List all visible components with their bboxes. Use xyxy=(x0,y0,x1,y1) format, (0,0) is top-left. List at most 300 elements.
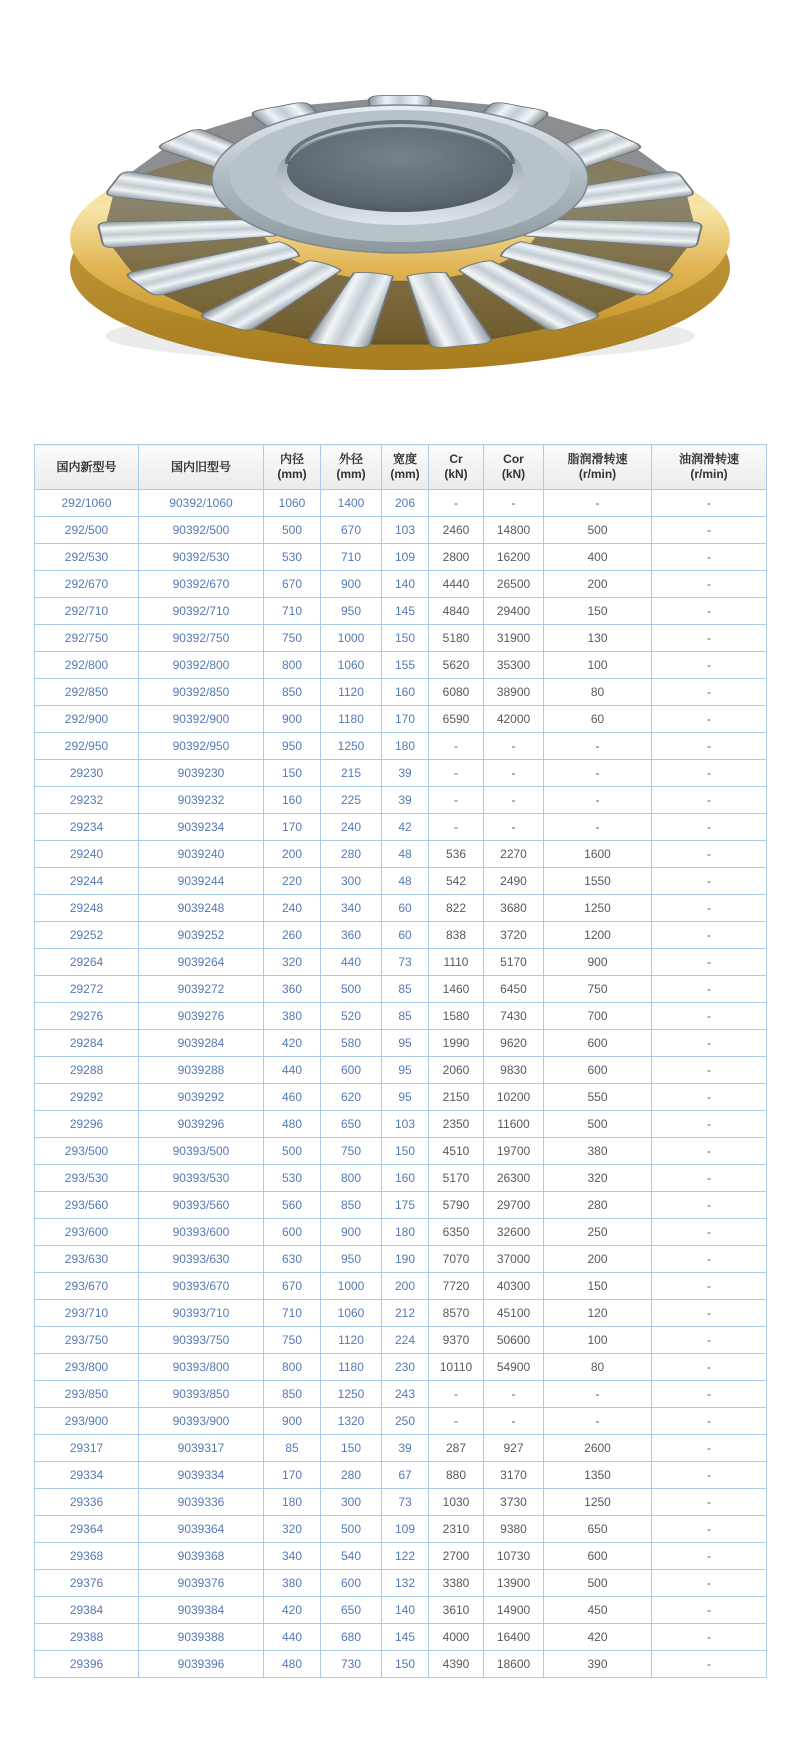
col-header-unit: (mm) xyxy=(336,467,366,481)
table-cell: 1250 xyxy=(321,733,382,760)
table-cell: - xyxy=(429,787,484,814)
table-row xyxy=(35,706,767,733)
table-cell: 542 xyxy=(429,868,484,895)
table-cell: 1600 xyxy=(544,841,652,868)
table-cell: 292/500 xyxy=(35,517,139,544)
table-cell: - xyxy=(652,1624,767,1651)
table-cell: 2150 xyxy=(429,1084,484,1111)
table-cell: 39 xyxy=(382,760,429,787)
table-cell: 800 xyxy=(321,1165,382,1192)
table-cell: 838 xyxy=(429,922,484,949)
table-cell: 480 xyxy=(264,1111,321,1138)
table-cell: 292/1060 xyxy=(35,490,139,517)
table-cell: 6350 xyxy=(429,1219,484,1246)
table-cell: 39 xyxy=(382,1435,429,1462)
table-cell: 670 xyxy=(264,1273,321,1300)
table-cell: 620 xyxy=(321,1084,382,1111)
table-cell: 292/530 xyxy=(35,544,139,571)
col-header-new-model xyxy=(35,445,139,490)
table-cell: 9039244 xyxy=(139,868,264,895)
table-cell: 29384 xyxy=(35,1597,139,1624)
table-cell: 212 xyxy=(382,1300,429,1327)
table-cell: 380 xyxy=(264,1003,321,1030)
table-cell: - xyxy=(652,598,767,625)
table-cell: 292/950 xyxy=(35,733,139,760)
table-cell: 60 xyxy=(382,922,429,949)
table-cell: 9039284 xyxy=(139,1030,264,1057)
table-cell: 2350 xyxy=(429,1111,484,1138)
table-cell: 550 xyxy=(544,1084,652,1111)
table-cell: - xyxy=(652,1219,767,1246)
table-cell: 280 xyxy=(544,1192,652,1219)
table-cell: - xyxy=(652,1462,767,1489)
table-cell: 95 xyxy=(382,1084,429,1111)
table-cell: 45100 xyxy=(484,1300,544,1327)
table-row xyxy=(35,1219,767,1246)
table-cell: 500 xyxy=(264,1138,321,1165)
table-cell: 670 xyxy=(264,571,321,598)
table-cell: 18600 xyxy=(484,1651,544,1678)
table-row xyxy=(35,1192,767,1219)
table-cell: 9039396 xyxy=(139,1651,264,1678)
table-cell: 9039234 xyxy=(139,814,264,841)
table-cell: - xyxy=(484,1408,544,1435)
table-cell: 120 xyxy=(544,1300,652,1327)
table-row xyxy=(35,1273,767,1300)
table-row xyxy=(35,1354,767,1381)
table-cell: - xyxy=(484,733,544,760)
table-cell: 50600 xyxy=(484,1327,544,1354)
table-cell: 710 xyxy=(264,598,321,625)
table-cell: 90392/900 xyxy=(139,706,264,733)
table-cell: 7070 xyxy=(429,1246,484,1273)
table-cell: - xyxy=(652,1057,767,1084)
table-cell: 38900 xyxy=(484,679,544,706)
table-cell: 42000 xyxy=(484,706,544,733)
table-cell: 1580 xyxy=(429,1003,484,1030)
table-cell: - xyxy=(652,1327,767,1354)
table-cell: 13900 xyxy=(484,1570,544,1597)
bearing-product-image xyxy=(55,26,745,378)
table-cell: - xyxy=(429,1408,484,1435)
table-row xyxy=(35,787,767,814)
table-cell: 9039376 xyxy=(139,1570,264,1597)
table-cell: 1120 xyxy=(321,1327,382,1354)
table-cell: 400 xyxy=(544,544,652,571)
table-cell: 293/800 xyxy=(35,1354,139,1381)
table-cell: - xyxy=(484,760,544,787)
table-cell: 16400 xyxy=(484,1624,544,1651)
table-cell: - xyxy=(652,652,767,679)
table-cell: - xyxy=(652,1192,767,1219)
table-cell: 293/670 xyxy=(35,1273,139,1300)
table-cell: 4440 xyxy=(429,571,484,598)
table-cell: 4840 xyxy=(429,598,484,625)
table-cell: 60 xyxy=(544,706,652,733)
table-cell: 109 xyxy=(382,1516,429,1543)
col-header-unit: (mm) xyxy=(390,467,420,481)
table-cell: 600 xyxy=(264,1219,321,1246)
table-cell: 95 xyxy=(382,1057,429,1084)
table-cell: - xyxy=(652,1408,767,1435)
table-cell: 320 xyxy=(264,1516,321,1543)
table-cell: 7430 xyxy=(484,1003,544,1030)
table-cell: 26500 xyxy=(484,571,544,598)
table-cell: - xyxy=(652,1003,767,1030)
table-row xyxy=(35,1300,767,1327)
table-row xyxy=(35,895,767,922)
col-header-unit: (r/min) xyxy=(690,467,728,481)
col-header-label: 脂润滑转速 xyxy=(567,452,628,466)
table-cell: - xyxy=(544,760,652,787)
table-cell: 90392/850 xyxy=(139,679,264,706)
table-cell: 145 xyxy=(382,1624,429,1651)
table-cell: 29244 xyxy=(35,868,139,895)
table-row xyxy=(35,625,767,652)
table-cell: - xyxy=(652,868,767,895)
table-cell: 2800 xyxy=(429,544,484,571)
table-cell: 29334 xyxy=(35,1462,139,1489)
table-cell: 9039276 xyxy=(139,1003,264,1030)
table-cell: 145 xyxy=(382,598,429,625)
table-cell: 287 xyxy=(429,1435,484,1462)
table-cell: - xyxy=(652,679,767,706)
table-cell: 7720 xyxy=(429,1273,484,1300)
table-row xyxy=(35,814,767,841)
table-cell: 1250 xyxy=(544,895,652,922)
table-cell: 37000 xyxy=(484,1246,544,1273)
table-row xyxy=(35,1543,767,1570)
table-cell: - xyxy=(652,1570,767,1597)
table-cell: 90393/560 xyxy=(139,1192,264,1219)
table-header-row xyxy=(35,445,767,490)
table-cell: 360 xyxy=(264,976,321,1003)
table-cell: 130 xyxy=(544,625,652,652)
table-cell: 40300 xyxy=(484,1273,544,1300)
col-header-label: 外径 xyxy=(338,452,363,466)
table-cell: 31900 xyxy=(484,625,544,652)
table-cell: 680 xyxy=(321,1624,382,1651)
table-cell: 10110 xyxy=(429,1354,484,1381)
col-header-label: 国内新型号 xyxy=(56,459,117,474)
table-cell: 292/900 xyxy=(35,706,139,733)
table-cell: 5170 xyxy=(429,1165,484,1192)
table-cell: 132 xyxy=(382,1570,429,1597)
table-cell: 150 xyxy=(382,1138,429,1165)
table-cell: 292/670 xyxy=(35,571,139,598)
table-cell: 90392/800 xyxy=(139,652,264,679)
table-cell: 450 xyxy=(544,1597,652,1624)
table-row xyxy=(35,1057,767,1084)
table-cell: 90392/670 xyxy=(139,571,264,598)
table-cell: 520 xyxy=(321,1003,382,1030)
table-cell: 200 xyxy=(544,571,652,598)
table-cell: 14800 xyxy=(484,517,544,544)
table-row xyxy=(35,1651,767,1678)
table-cell: - xyxy=(429,1381,484,1408)
table-cell: 9830 xyxy=(484,1057,544,1084)
table-cell: 500 xyxy=(544,517,652,544)
table-cell: 2270 xyxy=(484,841,544,868)
table-cell: 9039292 xyxy=(139,1084,264,1111)
table-cell: 280 xyxy=(321,841,382,868)
table-cell: 29230 xyxy=(35,760,139,787)
table-cell: 440 xyxy=(264,1057,321,1084)
table-cell: 822 xyxy=(429,895,484,922)
table-cell: 1120 xyxy=(321,679,382,706)
table-cell: - xyxy=(484,490,544,517)
table-row xyxy=(35,1435,767,1462)
table-cell: 100 xyxy=(544,652,652,679)
table-cell: 710 xyxy=(264,1300,321,1327)
table-cell: - xyxy=(652,922,767,949)
table-cell: - xyxy=(652,625,767,652)
table-cell: 900 xyxy=(321,571,382,598)
table-cell: 292/850 xyxy=(35,679,139,706)
table-cell: 9039264 xyxy=(139,949,264,976)
table-cell: 80 xyxy=(544,1354,652,1381)
table-cell: 73 xyxy=(382,1489,429,1516)
table-cell: 850 xyxy=(264,679,321,706)
table-cell: 6450 xyxy=(484,976,544,1003)
table-cell: 880 xyxy=(429,1462,484,1489)
table-cell: 90393/900 xyxy=(139,1408,264,1435)
table-cell: 90392/950 xyxy=(139,733,264,760)
table-cell: 250 xyxy=(382,1408,429,1435)
col-header-cr xyxy=(429,445,484,490)
table-cell: 3610 xyxy=(429,1597,484,1624)
table-row xyxy=(35,1489,767,1516)
col-header-inner-diameter xyxy=(264,445,321,490)
table-cell: 2460 xyxy=(429,517,484,544)
table-cell: 950 xyxy=(321,598,382,625)
table-cell: 293/560 xyxy=(35,1192,139,1219)
table-cell: 29248 xyxy=(35,895,139,922)
table-cell: 224 xyxy=(382,1327,429,1354)
table-cell: 140 xyxy=(382,571,429,598)
table-cell: 9620 xyxy=(484,1030,544,1057)
table-cell: - xyxy=(484,1381,544,1408)
col-header-width xyxy=(382,445,429,490)
table-cell: 48 xyxy=(382,841,429,868)
table-cell: 90393/800 xyxy=(139,1354,264,1381)
table-cell: 600 xyxy=(544,1057,652,1084)
table-cell: 29396 xyxy=(35,1651,139,1678)
table-cell: 950 xyxy=(264,733,321,760)
table-cell: 90393/530 xyxy=(139,1165,264,1192)
table-cell: 850 xyxy=(321,1192,382,1219)
table-cell: - xyxy=(652,949,767,976)
table-cell: 150 xyxy=(382,625,429,652)
table-cell: 29234 xyxy=(35,814,139,841)
table-cell: 170 xyxy=(264,1462,321,1489)
table-cell: 500 xyxy=(544,1111,652,1138)
table-cell: 710 xyxy=(321,544,382,571)
table-cell: 29284 xyxy=(35,1030,139,1057)
table-cell: 6080 xyxy=(429,679,484,706)
table-cell: 536 xyxy=(429,841,484,868)
table-cell: 3380 xyxy=(429,1570,484,1597)
table-cell: 1250 xyxy=(321,1381,382,1408)
table-cell: 250 xyxy=(544,1219,652,1246)
table-cell: 140 xyxy=(382,1597,429,1624)
table-cell: 9039388 xyxy=(139,1624,264,1651)
col-header-label: 内径 xyxy=(279,452,304,466)
table-cell: 150 xyxy=(544,598,652,625)
table-row xyxy=(35,1597,767,1624)
table-cell: 1460 xyxy=(429,976,484,1003)
table-row xyxy=(35,949,767,976)
table-cell: 150 xyxy=(321,1435,382,1462)
col-header-grease-speed xyxy=(544,445,652,490)
table-cell: 150 xyxy=(544,1273,652,1300)
table-cell: 9039288 xyxy=(139,1057,264,1084)
table-cell: 600 xyxy=(321,1057,382,1084)
table-cell: 750 xyxy=(264,625,321,652)
table-cell: 230 xyxy=(382,1354,429,1381)
table-cell: 9039336 xyxy=(139,1489,264,1516)
table-cell: 3170 xyxy=(484,1462,544,1489)
table-cell: 340 xyxy=(321,895,382,922)
table-cell: - xyxy=(652,706,767,733)
table-row xyxy=(35,1327,767,1354)
table-cell: 90393/600 xyxy=(139,1219,264,1246)
table-cell: 1180 xyxy=(321,706,382,733)
table-cell: - xyxy=(652,1597,767,1624)
table-cell: 9039364 xyxy=(139,1516,264,1543)
table-cell: 200 xyxy=(544,1246,652,1273)
table-cell: - xyxy=(429,733,484,760)
table-cell: - xyxy=(544,1408,652,1435)
table-cell: - xyxy=(652,517,767,544)
table-cell: 293/500 xyxy=(35,1138,139,1165)
table-cell: 160 xyxy=(264,787,321,814)
table-row xyxy=(35,1408,767,1435)
table-cell: 240 xyxy=(321,814,382,841)
table-cell: 800 xyxy=(264,1354,321,1381)
table-cell: 630 xyxy=(264,1246,321,1273)
table-cell: 3680 xyxy=(484,895,544,922)
table-cell: 440 xyxy=(321,949,382,976)
col-header-unit: (r/min) xyxy=(578,467,617,481)
table-row xyxy=(35,544,767,571)
table-cell: 750 xyxy=(321,1138,382,1165)
table-cell: 420 xyxy=(264,1597,321,1624)
table-cell: 420 xyxy=(264,1030,321,1057)
table-cell: 29264 xyxy=(35,949,139,976)
table-cell: 4000 xyxy=(429,1624,484,1651)
table-row xyxy=(35,976,767,1003)
table-cell: - xyxy=(652,1354,767,1381)
table-cell: 155 xyxy=(382,652,429,679)
bearing-illustration xyxy=(55,26,745,378)
table-cell: 215 xyxy=(321,760,382,787)
table-cell: 750 xyxy=(264,1327,321,1354)
col-header-outer-diameter xyxy=(321,445,382,490)
table-cell: 39 xyxy=(382,787,429,814)
table-cell: 1320 xyxy=(321,1408,382,1435)
table-cell: 280 xyxy=(321,1462,382,1489)
table-cell: - xyxy=(652,1381,767,1408)
table-cell: 85 xyxy=(382,976,429,1003)
table-cell: 480 xyxy=(264,1651,321,1678)
table-row xyxy=(35,1624,767,1651)
table-cell: 1060 xyxy=(264,490,321,517)
table-cell: 800 xyxy=(264,652,321,679)
table-cell: - xyxy=(544,1381,652,1408)
table-cell: 9039232 xyxy=(139,787,264,814)
table-cell: - xyxy=(652,1165,767,1192)
table-cell: - xyxy=(652,1651,767,1678)
table-cell: - xyxy=(652,1030,767,1057)
table-cell: 1000 xyxy=(321,625,382,652)
table-cell: 600 xyxy=(321,1570,382,1597)
table-cell: 85 xyxy=(264,1435,321,1462)
table-cell: 29296 xyxy=(35,1111,139,1138)
table-cell: 293/600 xyxy=(35,1219,139,1246)
table-cell: 9039248 xyxy=(139,895,264,922)
table-cell: - xyxy=(652,1273,767,1300)
table-cell: 90393/710 xyxy=(139,1300,264,1327)
table-cell: 29400 xyxy=(484,598,544,625)
table-cell: 29336 xyxy=(35,1489,139,1516)
table-cell: - xyxy=(652,895,767,922)
table-cell: 1200 xyxy=(544,922,652,949)
table-cell: 320 xyxy=(544,1165,652,1192)
table-cell: 580 xyxy=(321,1030,382,1057)
table-cell: 90392/710 xyxy=(139,598,264,625)
table-row xyxy=(35,598,767,625)
table-cell: 9039368 xyxy=(139,1543,264,1570)
table-cell: 29376 xyxy=(35,1570,139,1597)
table-cell: 900 xyxy=(544,949,652,976)
table-cell: 320 xyxy=(264,949,321,976)
table-cell: 67 xyxy=(382,1462,429,1489)
table-cell: - xyxy=(429,760,484,787)
table-row xyxy=(35,1030,767,1057)
table-cell: 9039240 xyxy=(139,841,264,868)
table-cell: 35300 xyxy=(484,652,544,679)
table-cell: 3720 xyxy=(484,922,544,949)
table-cell: 16200 xyxy=(484,544,544,571)
table-cell: - xyxy=(484,814,544,841)
table-cell: 293/850 xyxy=(35,1381,139,1408)
table-cell: 206 xyxy=(382,490,429,517)
table-cell: 60 xyxy=(382,895,429,922)
table-cell: 560 xyxy=(264,1192,321,1219)
table-cell: 340 xyxy=(264,1543,321,1570)
table-cell: 170 xyxy=(382,706,429,733)
table-cell: 1110 xyxy=(429,949,484,976)
table-cell: 1250 xyxy=(544,1489,652,1516)
table-cell: 700 xyxy=(544,1003,652,1030)
table-cell: 6590 xyxy=(429,706,484,733)
table-cell: 292/800 xyxy=(35,652,139,679)
table-cell: 850 xyxy=(264,1381,321,1408)
table-cell: 2310 xyxy=(429,1516,484,1543)
table-cell: 9039317 xyxy=(139,1435,264,1462)
col-header-label: 宽度 xyxy=(392,452,417,466)
table-cell: - xyxy=(429,490,484,517)
table-row xyxy=(35,652,767,679)
table-cell: 500 xyxy=(264,517,321,544)
table-cell: 1990 xyxy=(429,1030,484,1057)
table-cell: 90393/630 xyxy=(139,1246,264,1273)
table-cell: - xyxy=(652,1246,767,1273)
table-body xyxy=(35,490,767,1678)
table-cell: 670 xyxy=(321,517,382,544)
table-cell: 160 xyxy=(382,679,429,706)
